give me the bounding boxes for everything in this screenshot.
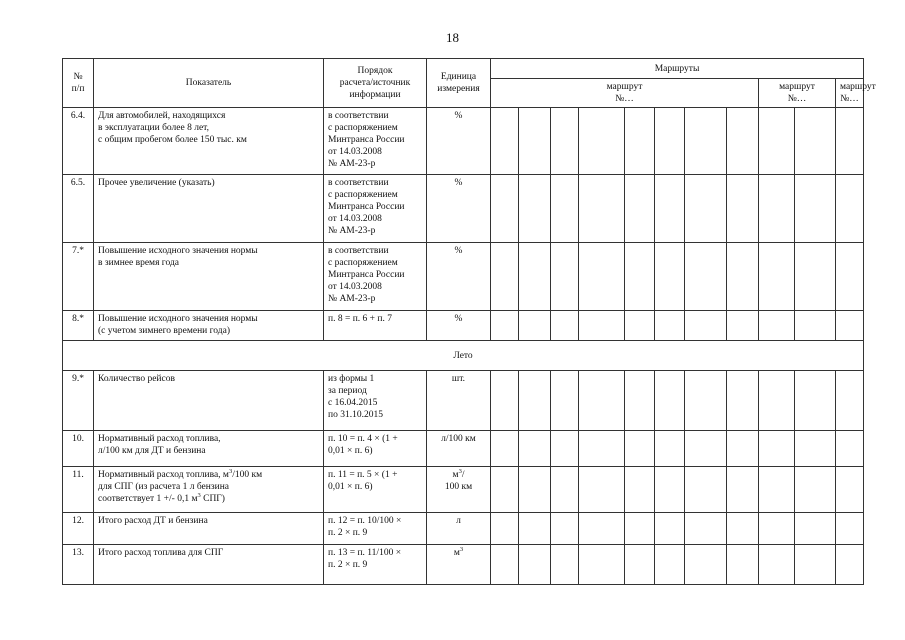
row-unit: л <box>427 513 491 545</box>
route-cell <box>579 431 625 467</box>
route-cell <box>519 467 551 513</box>
indicator-text: /100 км для СПГ (из расчета 1 л бензина соответствует 1 +/- 0,1 м <box>98 470 263 504</box>
unit-text: / 100 км <box>444 470 473 492</box>
route-cell <box>727 545 759 585</box>
route-cell <box>625 431 655 467</box>
route-cell <box>579 311 625 341</box>
route-cell <box>727 108 759 175</box>
route-cell <box>579 108 625 175</box>
route-cell <box>655 513 685 545</box>
route-cell <box>836 175 864 243</box>
row-unit <box>427 467 491 513</box>
row-unit <box>427 545 491 585</box>
route-cell <box>491 175 519 243</box>
route-cell <box>625 513 655 545</box>
indicator-text: Нормативный расход топлива, м <box>98 470 229 480</box>
route-cell <box>759 467 795 513</box>
row-num: 8.* <box>63 311 94 341</box>
route-cell <box>625 243 655 311</box>
row-num: 10. <box>63 431 94 467</box>
table-row <box>63 513 864 545</box>
row-unit: л/100 км <box>427 431 491 467</box>
table-row <box>63 108 864 175</box>
route-cell <box>551 467 579 513</box>
row-unit: % <box>427 175 491 243</box>
row-indicator: Итого расход ДТ и бензина <box>94 513 324 545</box>
route-cell <box>625 545 655 585</box>
route-cell <box>551 513 579 545</box>
route-cell <box>795 371 836 431</box>
route-cell <box>836 545 864 585</box>
route-cell <box>685 311 727 341</box>
route-cell <box>727 467 759 513</box>
route-cell <box>655 243 685 311</box>
header-route-2: маршрут №… <box>759 79 836 108</box>
route-cell <box>579 545 625 585</box>
route-cell <box>519 513 551 545</box>
route-cell <box>655 108 685 175</box>
route-cell <box>579 243 625 311</box>
route-cell <box>551 431 579 467</box>
route-cell <box>551 311 579 341</box>
route-cell <box>727 175 759 243</box>
route-cell <box>551 371 579 431</box>
route-cell <box>519 545 551 585</box>
row-indicator: Количество рейсов <box>94 371 324 431</box>
route-cell <box>759 243 795 311</box>
row-unit: % <box>427 311 491 341</box>
route-cell <box>491 243 519 311</box>
season-label: Лето <box>63 341 864 371</box>
row-num: 6.4. <box>63 108 94 175</box>
route-cell <box>625 175 655 243</box>
route-cell <box>579 513 625 545</box>
header-method: Порядок расчета/источник информации <box>324 59 427 108</box>
route-cell <box>551 243 579 311</box>
row-indicator <box>94 467 324 513</box>
route-cell <box>655 431 685 467</box>
header-indicator: Показатель <box>94 59 324 108</box>
row-method: п. 12 = п. 10/100 × п. 2 × п. 9 <box>324 513 427 545</box>
route-cell <box>685 431 727 467</box>
route-cell <box>579 467 625 513</box>
row-num: 11. <box>63 467 94 513</box>
row-unit: % <box>427 243 491 311</box>
route-cell <box>551 545 579 585</box>
header-routes: Маршруты <box>491 59 864 79</box>
route-cell <box>836 243 864 311</box>
route-cell <box>655 467 685 513</box>
superscript: 3 <box>197 491 201 499</box>
route-cell <box>727 243 759 311</box>
route-cell <box>759 108 795 175</box>
route-cell <box>491 108 519 175</box>
route-cell <box>795 431 836 467</box>
route-cell <box>551 108 579 175</box>
table-row <box>63 311 864 341</box>
route-cell <box>759 545 795 585</box>
table-row <box>63 371 864 431</box>
route-cell <box>685 371 727 431</box>
table-row <box>63 431 864 467</box>
route-cell <box>727 513 759 545</box>
fuel-consumption-table <box>62 58 876 585</box>
route-cell <box>491 371 519 431</box>
row-method: п. 10 = п. 4 × (1 + 0,01 × п. 6) <box>324 431 427 467</box>
route-cell <box>579 175 625 243</box>
superscript: 3 <box>228 467 233 475</box>
row-method: п. 11 = п. 5 × (1 + 0,01 × п. 6) <box>324 467 427 513</box>
route-cell <box>655 545 685 585</box>
route-cell <box>836 513 864 545</box>
route-cell <box>519 431 551 467</box>
table-row <box>63 467 864 513</box>
route-cell <box>759 513 795 545</box>
table-row <box>63 243 864 311</box>
route-cell <box>795 108 836 175</box>
route-cell <box>836 431 864 467</box>
route-cell <box>836 467 864 513</box>
route-cell <box>625 311 655 341</box>
header-unit: Единица измерения <box>427 59 491 108</box>
route-cell <box>727 431 759 467</box>
route-cell <box>519 175 551 243</box>
route-cell <box>795 243 836 311</box>
row-indicator: Нормативный расход топлива, л/100 км для ДТ и бензина <box>94 431 324 467</box>
unit-text: м <box>452 470 459 480</box>
route-cell <box>625 108 655 175</box>
superscript: 3 <box>458 467 462 475</box>
route-cell <box>491 513 519 545</box>
route-cell <box>795 545 836 585</box>
row-method: п. 13 = п. 11/100 × п. 2 × п. 9 <box>324 545 427 585</box>
table-row <box>63 545 864 585</box>
route-cell <box>685 175 727 243</box>
route-cell <box>836 108 864 175</box>
route-cell <box>655 311 685 341</box>
route-cell <box>836 371 864 431</box>
route-cell <box>579 371 625 431</box>
row-method: из формы 1 за период с 16.04.2015 по 31.10.2015 <box>324 371 427 431</box>
route-cell <box>491 311 519 341</box>
route-cell <box>551 175 579 243</box>
row-unit: шт. <box>427 371 491 431</box>
route-cell <box>759 371 795 431</box>
route-cell <box>519 311 551 341</box>
route-cell <box>625 467 655 513</box>
route-cell <box>519 108 551 175</box>
row-num: 9.* <box>63 371 94 431</box>
indicator-text: СПГ) <box>200 494 225 504</box>
route-cell <box>685 467 727 513</box>
header-route-3: маршрут №… <box>836 79 864 108</box>
route-cell <box>519 243 551 311</box>
route-cell <box>795 467 836 513</box>
row-method: в соответствии с распоряжением Минтранса России от 14.03.2008 № АМ-23-р <box>324 243 427 311</box>
row-method: в соответствии с распоряжением Минтранса России от 14.03.2008 № АМ-23-р <box>324 108 427 175</box>
route-cell <box>685 243 727 311</box>
row-indicator: Повышение исходного значения нормы в зимнее время года <box>94 243 324 311</box>
superscript: 3 <box>459 545 464 553</box>
route-cell <box>795 175 836 243</box>
row-unit: % <box>427 108 491 175</box>
route-cell <box>655 175 685 243</box>
route-cell <box>625 371 655 431</box>
route-cell <box>836 311 864 341</box>
row-method: в соответствии с распоряжением Минтранса России от 14.03.2008 № АМ-23-р <box>324 175 427 243</box>
unit-text: м <box>453 548 460 558</box>
route-cell <box>491 545 519 585</box>
row-num: 6.5. <box>63 175 94 243</box>
route-cell <box>727 371 759 431</box>
row-indicator: Для автомобилей, находящихся в эксплуатации более 8 лет, с общим пробегом более 150 тыс. км <box>94 108 324 175</box>
route-cell <box>519 371 551 431</box>
header-num: № п/п <box>63 59 94 108</box>
row-method: п. 8 = п. 6 + п. 7 <box>324 311 427 341</box>
route-cell <box>795 311 836 341</box>
route-cell <box>685 545 727 585</box>
route-cell <box>795 513 836 545</box>
table-row <box>63 175 864 243</box>
header-route-1: маршрут №… <box>491 79 759 108</box>
row-indicator: Повышение исходного значения нормы (с учетом зимнего времени года) <box>94 311 324 341</box>
row-indicator: Итого расход топлива для СПГ <box>94 545 324 585</box>
route-cell <box>759 431 795 467</box>
route-cell <box>685 108 727 175</box>
route-cell <box>759 311 795 341</box>
row-indicator: Прочее увеличение (указать) <box>94 175 324 243</box>
route-cell <box>655 371 685 431</box>
route-cell <box>727 311 759 341</box>
route-cell <box>759 175 795 243</box>
route-cell <box>685 513 727 545</box>
page-number: 18 <box>446 30 459 45</box>
route-cell <box>491 467 519 513</box>
row-num: 13. <box>63 545 94 585</box>
row-num: 7.* <box>63 243 94 311</box>
season-row <box>63 341 864 371</box>
row-num: 12. <box>63 513 94 545</box>
route-cell <box>491 431 519 467</box>
